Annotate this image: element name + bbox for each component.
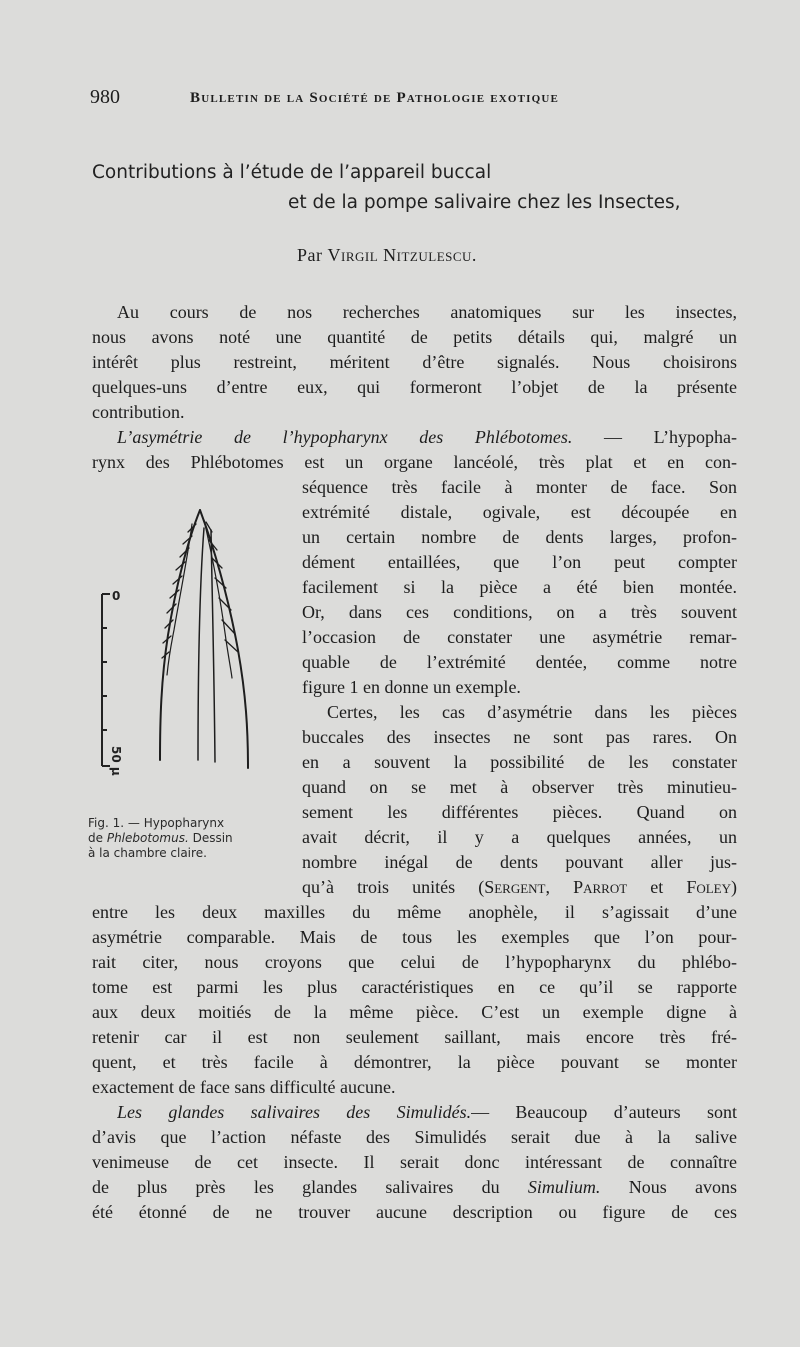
caption-line-3: à la chambre claire. [88, 846, 207, 860]
body-text-line [92, 900, 737, 924]
body-text-line [92, 450, 737, 474]
text-segment: entre les deux maxilles du même anophèle, il s’agissait d’une [92, 902, 737, 922]
text-segment: ) [731, 877, 737, 897]
text-segment: extrémité distale, ogivale, est découpée en [302, 502, 737, 522]
figure-hypopharynx [88, 500, 288, 810]
italic-text: L’asymétrie de l’hypopharynx des Phlébotomes. [117, 427, 573, 447]
body-text-line [302, 750, 737, 774]
body-text-line [92, 925, 737, 949]
text-segment: d’avis que l’action néfaste des Simulidés serait due à la salive [92, 1127, 737, 1147]
text-segment: un certain nombre de dents larges, profon- [302, 527, 737, 547]
body-text-line [302, 600, 737, 624]
body-text-line [302, 650, 737, 674]
body-text-line [92, 1175, 737, 1199]
caption-line-2 [88, 831, 288, 846]
body-text-line [302, 850, 737, 874]
body-text-line [302, 775, 737, 799]
text-segment: l’occasion de constater une asymétrie remar- [302, 627, 737, 647]
hypopharynx-drawing [160, 510, 248, 768]
body-text-line [302, 500, 737, 524]
text-segment: asymétrie comparable. Mais de tous les exemples que l’on pour- [92, 927, 737, 947]
body-text-line [117, 300, 737, 324]
text-segment: de plus près les glandes salivaires du [92, 1177, 528, 1197]
caption-prefix: de [88, 831, 107, 845]
text-segment: qu’à trois unités ( [302, 877, 485, 897]
caption-suffix: Dessin [188, 831, 233, 845]
text-segment: quand on se met à observer très minutieu- [302, 777, 737, 797]
body-text-line [302, 475, 737, 499]
text-segment: séquence très facile à monter de face. Son [302, 477, 737, 497]
author-prefix: Par [297, 245, 323, 265]
running-header [90, 86, 740, 114]
body-text-line [302, 525, 737, 549]
body-text-line [302, 725, 737, 749]
text-segment: dément entaillées, que l’on peut compter [302, 552, 737, 572]
text-segment: rait citer, nous croyons que celui de l’hypopharynx du phlébo- [92, 952, 737, 972]
body-text-line [92, 325, 737, 349]
body-text-line [302, 875, 737, 899]
journal-title: Bulletin de la Société de Pathologie exotique [190, 90, 560, 106]
italic-text: Les glandes salivaires des Simulidés. [117, 1102, 472, 1122]
body-text-line [302, 575, 737, 599]
text-segment: aux deux moitiés de la même pièce. C’est un exemple digne à [92, 1002, 737, 1022]
body-text-line [92, 350, 737, 374]
author-citation: Foley [686, 877, 731, 897]
text-segment: et [627, 877, 687, 897]
body-text-line [92, 1150, 737, 1174]
body-text-line [92, 1200, 737, 1224]
scale-bar [102, 594, 110, 766]
body-text-line [92, 1075, 737, 1099]
body-text-line [92, 975, 737, 999]
body-text-line [302, 825, 737, 849]
text-segment: quelques-uns d’entre eux, qui formeront l’objet de la présente [92, 377, 737, 397]
text-segment: buccales des insectes ne sont pas rares. On [302, 727, 737, 747]
body-text-line [92, 375, 737, 399]
body-text-line [302, 550, 737, 574]
author-name: Virgil Nitzulescu. [327, 245, 477, 265]
text-segment: — L’hypopha- [572, 427, 737, 447]
body-text-line [92, 1000, 737, 1024]
body-text-line [92, 1125, 737, 1149]
scale-label-top: 0 [112, 589, 121, 603]
text-segment: en a souvent la possibilité de les constater [302, 752, 737, 772]
text-segment: Au cours de nos recherches anatomiques sur les insectes, [117, 302, 737, 322]
body-text-line [302, 625, 737, 649]
figure-caption [88, 816, 288, 861]
article-title-line-2: et de la pompe salivaire chez les Insectes, [288, 192, 681, 213]
text-segment: facilement si la pièce a été bien montée. [302, 577, 737, 597]
author-line [297, 245, 477, 266]
text-segment: nous avons noté une quantité de petits détails qui, malgré un [92, 327, 737, 347]
text-segment: intérêt plus restreint, méritent d’être signalés. Nous choisirons [92, 352, 737, 372]
italic-text: Simulium. [527, 1177, 601, 1197]
text-segment: venimeuse de cet insecte. Il serait donc intéressant de connaître [92, 1152, 737, 1172]
text-segment: tome est parmi les plus caractéristiques en ce qu’il se rapporte [92, 977, 737, 997]
author-citation: Sergent [484, 877, 546, 897]
body-text-line [302, 800, 737, 824]
text-segment: retenir car il est non seulement saillant, mais encore très fré- [92, 1027, 737, 1047]
text-segment: avait décrit, il y a quelques années, un [302, 827, 737, 847]
body-text-line [92, 1050, 737, 1074]
text-segment: Nous avons [600, 1177, 737, 1197]
text-segment: quent, et très facile à démontrer, la pièce pouvant se monter [92, 1052, 737, 1072]
body-text-line [117, 1100, 737, 1124]
text-segment: figure 1 en donne un exemple. [302, 677, 521, 697]
article-title-line-1: Contributions à l’étude de l’appareil buccal [92, 162, 492, 183]
text-segment: contribution. [92, 402, 185, 422]
body-text-line [117, 425, 737, 449]
text-segment: été étonné de ne trouver aucune description ou figure de ces [92, 1202, 737, 1222]
text-segment: Or, dans ces conditions, on a très souvent [302, 602, 737, 622]
text-segment: — Beaucoup d’auteurs sont [471, 1102, 737, 1122]
caption-line-1: Fig. 1. — Hypopharynx [88, 816, 225, 830]
author-citation: Parrot [573, 877, 628, 897]
text-segment: nombre inégal de dents pouvant aller jus- [302, 852, 737, 872]
caption-genus: Phlebotomus. [106, 831, 189, 845]
body-text-line [302, 675, 737, 699]
text-segment: sement les différentes pièces. Quand on [302, 802, 737, 822]
text-segment: , [545, 877, 574, 897]
scale-label-bottom: 50 μ [109, 746, 123, 776]
text-segment: quable de l’extrémité dentée, comme notre [302, 652, 737, 672]
body-text-line [92, 400, 737, 424]
page-number: 980 [90, 86, 120, 108]
body-text-line [92, 1025, 737, 1049]
body-text-line [92, 950, 737, 974]
text-segment: rynx des Phlébotomes est un organe lancéolé, très plat et en con- [92, 452, 737, 472]
body-text-line [327, 700, 737, 724]
text-segment: exactement de face sans difficulté aucune. [92, 1077, 396, 1097]
text-segment: Certes, les cas d’asymétrie dans les pièces [327, 702, 737, 722]
